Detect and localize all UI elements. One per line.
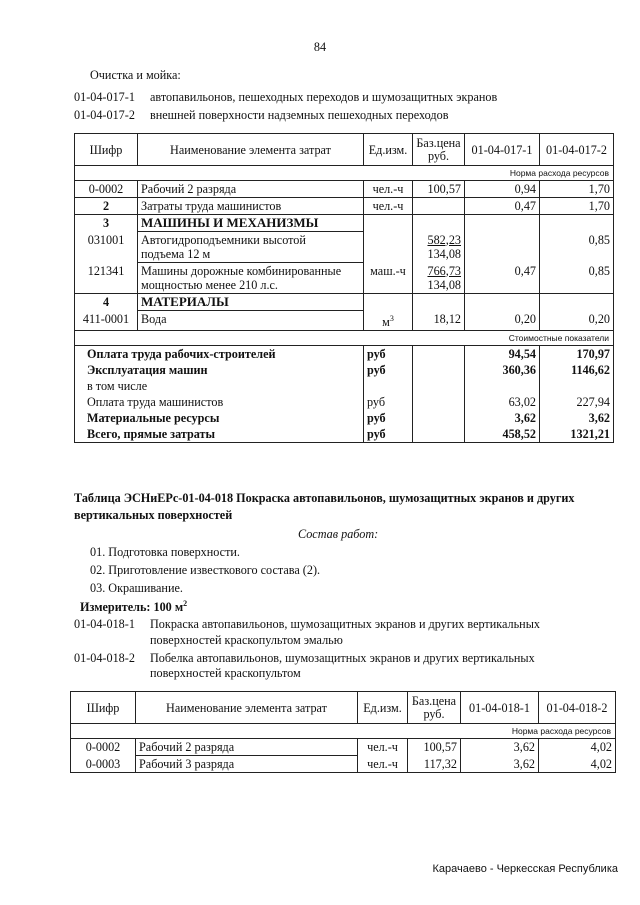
row-name: Машины дорожные комбинированные мощностью менее 210 л.с. (138, 263, 364, 294)
resource-table-2 (70, 691, 616, 773)
section-heading: Очистка и мойка: (90, 68, 181, 82)
item-text: Побелка автопавильонов, шумозащитных экранов и других вертикальных (150, 651, 535, 665)
item-text: Покраска автопавильонов, шумозащитных экранов и других вертикальных (150, 617, 540, 631)
row-name: Автогидроподъемники высотой подъема 12 м (138, 232, 364, 263)
item-code: 01-04-018-1 (74, 617, 135, 631)
header-name: Наименование элемента затрат (138, 134, 364, 166)
item-text: поверхностей краскопультом эмалью (150, 633, 343, 647)
table-row: 0-0002 Рабочий 2 разряда чел.-ч 100,57 3,62 4,02 (71, 739, 616, 756)
item-code: 01-04-018-2 (74, 651, 135, 665)
table-row: 4 МАТЕРИАЛЫ (75, 294, 614, 311)
step: 03. Окрашивание. (90, 581, 183, 595)
footer-region: Карачаево - Черкесская Республика (432, 863, 618, 875)
table-row: 411-0001 Вода $м^3$ 18,12 0,20 0,20 (75, 311, 614, 331)
item-text: внешней поверхности надземных пешеходных переходов (150, 108, 449, 122)
total-row: Оплата труда машинистов руб 63,02 227,94 (75, 394, 614, 410)
table-row: 0-0002 Рабочий 2 разряда чел.-ч 100,57 0,94 1,70 (75, 181, 614, 198)
step: 01. Подготовка поверхности. (90, 545, 240, 559)
header-col2: 01-04-017-2 (540, 134, 614, 166)
total-row: Оплата труда рабочих-строителей руб 94,54 170,97 (75, 345, 614, 362)
header-col1: 01-04-018-1 (461, 692, 539, 724)
norm-label: Норма расхода ресурсов (75, 166, 614, 181)
unit-cell: $м^3$ (364, 311, 413, 331)
table-title-line2: вертикальных поверхностей (74, 508, 233, 522)
total-row: в том числе (75, 378, 614, 394)
table-row: 2 Затраты труда машинистов чел.-ч 0,47 1,70 (75, 198, 614, 215)
resource-table-1 (74, 133, 614, 443)
composition-heading: Состав работ: (298, 527, 379, 541)
table-row: 121341 Машины дорожные комбинированные мощностью менее 210 л.с. маш.-ч 766,73 134,08 0,47 0,85 (75, 263, 614, 294)
total-row: Материальные ресурсы руб 3,62 3,62 (75, 410, 614, 426)
item-code: 01-04-017-2 (74, 108, 135, 122)
item-code: 01-04-017-1 (74, 90, 135, 104)
cost-label: Стоимостные показатели (75, 330, 614, 345)
step: 02. Приготовление известкового состава (2). (90, 563, 321, 577)
header-unit: Ед.изм. (364, 134, 413, 166)
header-col2: 01-04-018-2 (539, 692, 616, 724)
total-row: Эксплуатация машин руб 360,36 1146,62 (75, 362, 614, 378)
table-row: 031001 Автогидроподъемники высотой подъема 12 м 582,23 134,08 0,85 (75, 232, 614, 263)
item-text: автопавильонов, пешеходных переходов и шумозащитных экранов (150, 90, 498, 104)
header-name: Наименование элемента затрат (136, 692, 358, 724)
norm-label: Норма расхода ресурсов (71, 724, 616, 739)
header-code: Шифр (75, 134, 138, 166)
header-unit: Ед.изм. (358, 692, 408, 724)
total-row: Всего, прямые затраты руб 458,52 1321,21 (75, 426, 614, 443)
header-price: Баз.цена руб. (408, 692, 461, 724)
page-number: 84 (313, 40, 327, 54)
table-row: 3 МАШИНЫ И МЕХАНИЗМЫ (75, 215, 614, 232)
header-col1: 01-04-017-1 (465, 134, 540, 166)
header-code: Шифр (71, 692, 136, 724)
header-price: Баз.цена руб. (413, 134, 465, 166)
item-text: поверхностей краскопультом (150, 666, 301, 680)
table-title-line1: Таблица ЭСНиЕРс-01-04-018 Покраска автопавильонов, шумозащитных экранов и других (74, 491, 575, 505)
table-row: 0-0003 Рабочий 3 разряда чел.-ч 117,32 3,62 4,02 (71, 756, 616, 773)
meter-label: Измеритель: 100 $м^2$ (80, 599, 188, 615)
